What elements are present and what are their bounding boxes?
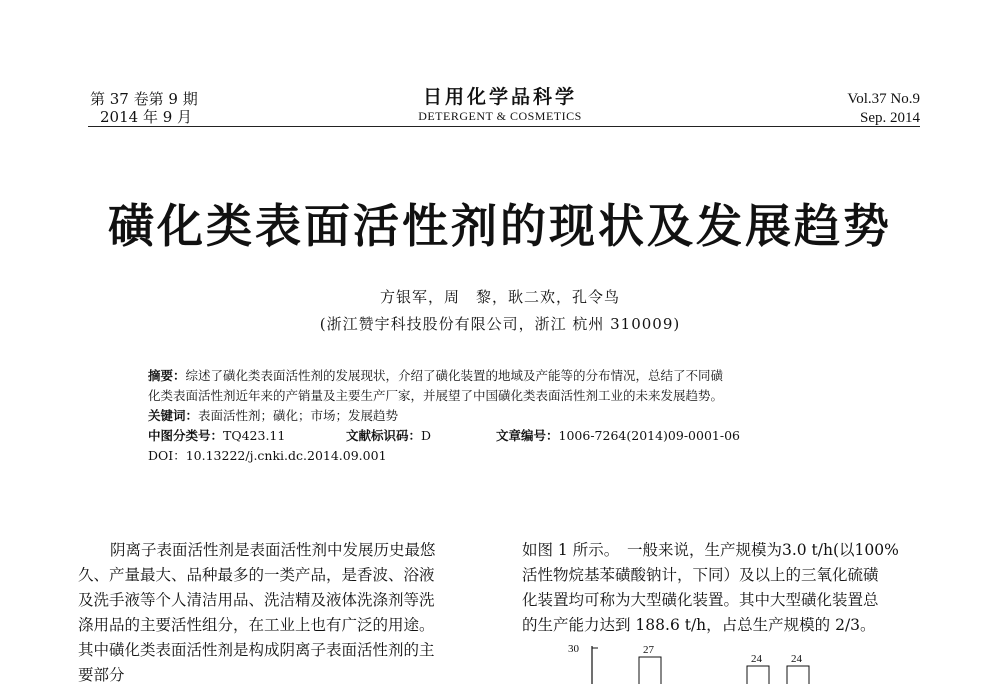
abstract-text-2: 化类表面活性剂近年来的产销量及主要生产厂家，并展望了中国磺化类表面活性剂工业的未来发展趋势。 [148, 388, 724, 403]
doi-line [148, 446, 868, 466]
figure-1-chart [560, 640, 860, 684]
article-no-label: 文章编号： [496, 428, 559, 443]
article-affiliation: (浙江赞宇科技股份有限公司，浙江 杭州 310009) [319, 315, 681, 333]
abstract-line-2 [148, 386, 868, 406]
classification-row [148, 426, 868, 446]
abstract-block [148, 366, 868, 466]
keywords-label: 关键词： [148, 408, 199, 423]
keywords-line [148, 406, 868, 426]
issue-cn: 第 37 卷第 9 期 [90, 90, 198, 108]
body-left-line-5: 其中磺化类表面活性剂是构成阴离子表面活性剂的主 [78, 641, 435, 659]
body-right-line-4: 的生产能力达到 188.6 t/h，占总生产规模的 2/3。 [522, 616, 876, 634]
journal-title-en: DETERGENT & COSMETICS [418, 109, 582, 123]
abstract-text-1: 综述了磺化类表面活性剂的发展现状，介绍了磺化装置的地域及产能等的分布情况，总结了不同磺 [185, 368, 724, 383]
date-cn: 2014 年 9 月 [100, 108, 193, 126]
body-right-line-2: 活性物烷基苯磺酸钠计，下同）及以上的三氧化硫磺 [522, 566, 879, 584]
body-left-line-4: 涤用品的主要活性组分，在工业上也有广泛的用途。 [78, 616, 435, 634]
doi-value: 10.13222/j.cnki.dc.2014.09.001 [185, 448, 387, 463]
body-column-left [78, 538, 488, 688]
abstract-label: 摘要： [148, 368, 186, 383]
doc-code-label: 文献标识码： [346, 428, 422, 443]
bar-value-label-3: 24 [791, 653, 802, 665]
clc-value: TQ423.11 [223, 428, 286, 443]
keywords: 表面活性剂；磺化；市场；发展趋势 [198, 408, 399, 423]
article-authors: 方银军，周 黎，耿二欢，孔令鸟 [379, 288, 620, 306]
bar-value-label-1: 27 [643, 644, 654, 656]
bar-3 [787, 666, 809, 684]
date-en: Sep. 2014 [860, 110, 920, 126]
body-right-line-3: 化装置均可称为大型磺化装置。其中大型磺化装置总 [522, 591, 879, 609]
bar-2 [747, 666, 769, 684]
clc-label: 中图分类号： [148, 428, 224, 443]
y-tick-label-30: 30 [568, 643, 579, 655]
journal-title-cn: 日用化学品科学 [422, 86, 577, 108]
article-no-value: 1006-7264(2014)09-0001-06 [558, 428, 740, 443]
volume-en: Vol.37 No.9 [847, 91, 920, 107]
article-title: 磺化类表面活性剂的现状及发展趋势 [108, 199, 892, 253]
body-left-line-1: 阴离子表面活性剂是表面活性剂中发展历史最悠 [110, 541, 436, 559]
body-left-line-6: 要部分 [78, 666, 125, 684]
header-rule [88, 126, 920, 127]
article-no-cell [496, 426, 740, 446]
doi-label: DOI： [148, 448, 186, 463]
bar-value-label-2: 24 [751, 653, 762, 665]
abstract-line-1 [148, 366, 868, 386]
body-left-line-2: 久、产量最大、品种最多的一类产品，是香波、浴液 [78, 566, 435, 584]
doc-code-value: D [421, 428, 432, 443]
body-right-line-1: 如图 1 所示。 一般来说，生产规模为3.0 t/h(以100% [522, 541, 899, 559]
clc-cell [148, 426, 285, 446]
running-header-right [847, 90, 920, 128]
bar-1 [639, 657, 661, 684]
body-left-line-3: 及洗手液等个人清洁用品、洗洁精及液体洗涤剂等洗 [78, 591, 435, 609]
body-column-right [522, 538, 932, 638]
doc-code-cell [346, 426, 431, 446]
